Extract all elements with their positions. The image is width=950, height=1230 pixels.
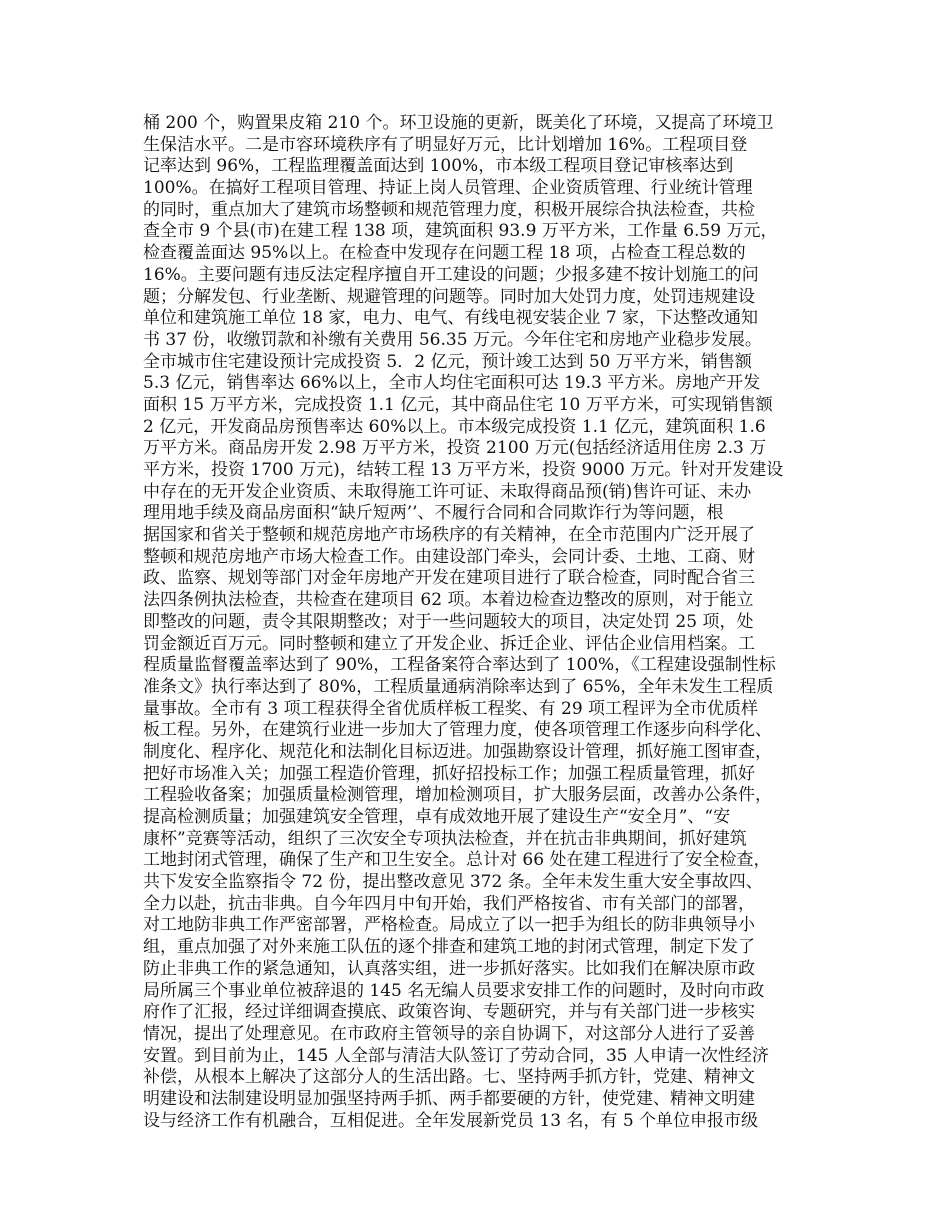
text-line: 对工地防非典工作严密部署，严格检查。局成立了以一把手为组长的防非典领导小 (143, 915, 755, 936)
text-line: 明建设和法制建设明显加强坚持两手抓、两手都要硬的方针，使党建、精神文明建 (143, 1088, 755, 1109)
text-line: 5.3 亿元，销售率达 66%以上，全市人均住宅面积可达 19.3 平方米。房地产开发 (143, 373, 761, 394)
text-line: 局所属三个事业单位被辞退的 145 名无编人员要求安排工作的问题时，及时向市政 (143, 980, 765, 1001)
text-line: 量事故。全市有 3 项工程获得全省优质样板工程奖、有 29 项工程评为全市优质样 (143, 698, 759, 719)
text-line: 的同时，重点加大了建筑市场整顿和规范管理力度，积极开展综合执法检查，共检 (143, 199, 755, 220)
text-line: 补偿，从根本上解决了这部分人的生活出路。七、坚持两手抓方针，党建、精神文 (143, 1067, 755, 1088)
text-line: 制度化、程序化、规范化和法制化目标迈进。加强勘察设计管理，抓好施工图审查， (143, 741, 772, 762)
text-line: 即整改的问题，责令其限期整改；对于一些问题较大的项目，决定处罚 25 项，处 (143, 611, 754, 632)
text-line: 府作了汇报，经过详细调查摸底、政策咨询、专题研究，并与有关部门进一步核实 (143, 1002, 755, 1023)
text-line: 康杯”竞赛等活动，组织了三次安全专项执法检查，并在抗击非典期间，抓好建筑 (143, 828, 747, 849)
text-line: 提高检测质量；加强建筑安全管理，卓有成效地开展了建设生产“安全月”、“安 (143, 807, 731, 827)
text-line: 罚金额近百万元。同时整顿和建立了开发企业、拆迁企业、评估企业信用档案。工 (143, 633, 755, 654)
text-line: 查全市 9 个县(市)在建工程 138 项，建筑面积 93.9 万平方米，工作量 6.59 万元， (143, 221, 778, 242)
text-line: 检查覆盖面达 95%以上。在检查中发现存在问题工程 18 项，占检查工程总数的 (143, 243, 746, 264)
text-line: 防止非典工作的紧急通知，认真落实组，进一步抓好落实。比如我们在解决原市政 (143, 958, 755, 979)
text-line: 共下发安全监察指令 72 份，提出整改意见 372 条。全年未发生重大安全事故四、 (143, 872, 763, 893)
text-line: 面积 15 万平方米，完成投资 1.1 亿元，其中商品住宅 10 万平方米，可实现销售额 (143, 394, 773, 415)
text-line: 政、监察、规划等部门对金年房地产开发在建项目进行了联合检查，同时配合省三 (143, 568, 755, 589)
text-line: 工地封闭式管理，确保了生产和卫生安全。总计对 66 处在建工程进行了安全检查， (143, 850, 771, 871)
text-line: 书 37 份，收缴罚款和补缴有关费用 56.35 万元。今年住宅和房地产业稳步发展。 (143, 329, 762, 350)
body-text (143, 113, 823, 1132)
text-line: 设与经济工作有机融合，互相促进。全年发展新党员 13 名，有 5 个单位申报市级 (143, 1110, 759, 1131)
text-line: 100%。在搞好工程项目管理、持证上岗人员管理、企业资质管理、行业统计管理 (143, 178, 753, 199)
text-line: 安置。到目前为止，145 人全部与清洁大队签订了劳动合同，35 人申请一次性经济 (143, 1045, 769, 1066)
text-line: 整顿和规范房地产市场大检查工作。由建设部门牵头，会同计委、土地、工商、财 (143, 546, 755, 567)
text-line: 题；分解发包、行业垄断、规避管理的问题等。同时加大处罚力度，处罚违规建设 (143, 286, 755, 307)
text-line: 万平方米。商品房开发 2.98 万平方米，投资 2100 万元(包括经济适用住房 2.3 万 (143, 438, 767, 459)
text-line: 记率达到 96%，工程监理覆盖面达到 100%，市本级工程项目登记审核率达到 (143, 156, 734, 177)
text-line: 据国家和省关于整顿和规范房地产市场秩序的有关精神，在全市范围内广泛开展了 (143, 525, 755, 546)
text-line: 16%。主要问题有违反法定程序擅自开工建设的问题；少报多建不按计划施工的问 (143, 264, 759, 285)
text-line: 桶 200 个，购置果皮箱 210 个。环卫设施的更新，既美化了环境，又提高了环境卫 (143, 113, 774, 133)
text-line: 2 亿元，开发商品房预售率达 60%以上。市本级完成投资 1.1 亿元，建筑面积 1.6 (143, 416, 766, 437)
text-line: 单位和建筑施工单位 18 家，电力、电气、有线电视安装企业 7 家，下达整改通知 (143, 308, 759, 329)
text-line: 中存在的无开发企业资质、未取得施工许可证、未取得商品预(销)售许可证、未办 (143, 481, 752, 502)
text-line: 把好市场准入关；加强工程造价管理，抓好招投标工作；加强工程质量管理，抓好 (143, 763, 755, 784)
text-line: 生保洁水平。二是市容环境秩序有了明显好万元，比计划增加 16%。工程项目登 (143, 134, 748, 155)
text-line: 全力以赴，抗击非典。自今年四月中旬开始，我们严格按省、市有关部门的部署， (143, 893, 755, 914)
text-line: 法四条例执法检查，共检查在建项目 62 项。本着边检查边整改的原则，对于能立 (143, 590, 754, 611)
text-line: 情况，提出了处理意见。在市政府主管领导的亲自协调下，对这部分人进行了妥善 (143, 1023, 755, 1044)
text-line: 理用地手续及商品房面积“缺斤短两’’、不履行合同和合同欺诈行为等问题，根 (143, 503, 724, 524)
text-line: 全市城市住宅建设预计完成投资 5．2 亿元，预计竣工达到 50 万平方米，销售额 (143, 351, 752, 372)
text-line: 组，重点加强了对外来施工队伍的逐个排查和建筑工地的封闭式管理，制定下发了 (143, 937, 755, 958)
text-line: 程质量监督覆盖率达到了 90%，工程备案符合率达到了 100%，《工程建设强制性标 (143, 655, 776, 676)
text-line: 准条文》执行率达到了 80%，工程质量通病消除率达到了 65%，全年未发生工程质 (143, 676, 774, 697)
text-line: 工程验收备案；加强质量检测管理，增加检测项目，扩大服务层面，改善办公条件， (143, 785, 772, 806)
text-line: 板工程。另外，在建筑行业进一步加大了管理力度，使各项管理工作逐步向科学化、 (143, 720, 772, 741)
text-line: 平方米，投资 1700 万元)，结转工程 13 万平方米，投资 9000 万元。针对开发建设 (143, 460, 784, 480)
